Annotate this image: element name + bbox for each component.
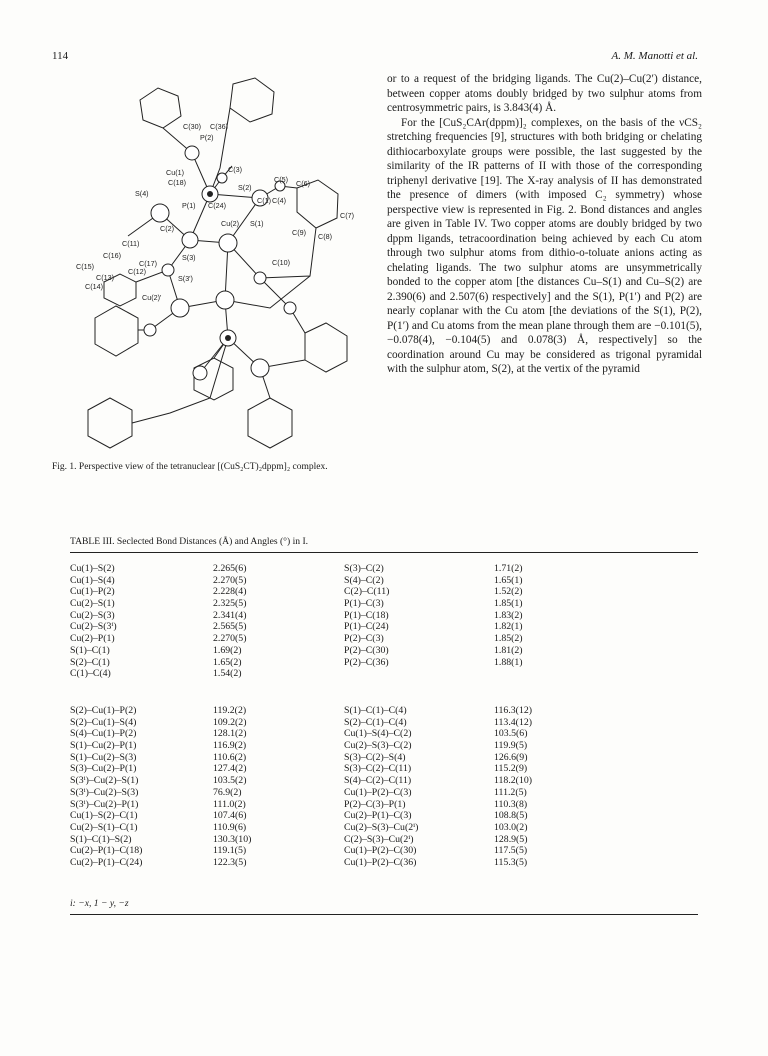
angle-label: S(3)–C(2)–S(4): [344, 751, 406, 763]
atom-label: C(18): [168, 178, 186, 187]
bond-label: Cu(1)–P(2): [70, 586, 115, 598]
angle-label: S(3ⁱ)–Cu(2)–P(1): [70, 798, 139, 810]
table-row: [70, 834, 698, 846]
bond-label: Cu(2)–S(3ⁱ): [70, 621, 117, 633]
bond-value: 1.81(2): [494, 644, 523, 656]
angle-label: S(3ⁱ)–Cu(2)–S(3): [70, 786, 139, 798]
atom-label: C(16): [103, 251, 121, 260]
table-row: [70, 728, 698, 740]
distances-table: [70, 563, 698, 680]
angle-value: 111.2(5): [494, 786, 527, 798]
angle-label: Cu(2)–P(1)–C(24): [70, 856, 143, 868]
table-row: [70, 575, 698, 587]
angle-value: 113.4(12): [494, 716, 533, 728]
table-row: [70, 799, 698, 811]
atom-label: C(1): [257, 196, 271, 205]
bond-value: 2.270(5): [213, 574, 247, 586]
angle-label: P(2)–C(3)–P(1): [344, 798, 406, 810]
angle-value: 119.9(5): [494, 740, 528, 752]
angle-label: S(1)–C(1)–C(4): [344, 705, 407, 716]
atom-label: C(13): [96, 273, 114, 282]
table-row: [70, 752, 698, 764]
bond-label: S(1)–C(1): [70, 644, 110, 656]
atom-label: C(15): [76, 262, 94, 271]
angle-value: 109.2(2): [213, 716, 247, 728]
paragraph: For the [CuS₂CAr(dppm)]₂ complexes, on the basis of the νCS₂ stretching frequencies [9], structures with both bridging or chelating dithiocarboxylate groups were possible, the last suggested by the similarity of the IR patterns of II with those of the corresponding triphenyl derivative [19]. The X-ray analysis of II has demonstrated the presence of dimers (with imposed C₂ symmetry) whose perspective view is represented in Fig. 2. Bond distances and angles are given in Table IV. Two copper atoms are doubly bridged by two dppm ligands, tetracoordination being achieved by each Cu atom through two sulphur atoms from dithio-o-toluate anions acting as chelating ligands. The two sulphur atoms are unsymmetrically bonded to the copper atom [the distances Cu–S(1) and Cu–S(2) are 2.390(6) and 2.507(6) respectively] and the S(1), P(1′) and P(2) are nearly coplanar with the Cu atom [the deviations of the S(1), P(2), P(1′) and Cu atoms from the mean plane through them are −0.101(5), −0.078(4), −0.104(5) and 0.078(3) Å, respectively] so the coordination around Cu may be considered as trigonal pyramidal with the sulphur atom, S(2), at the vertix of the pyramid: [387, 116, 702, 375]
atom-label: C(6): [296, 179, 310, 188]
atom-label: C(3): [228, 165, 242, 174]
angle-value: 126.6(9): [494, 751, 528, 763]
atom-label: C(7): [340, 211, 354, 220]
angle-label: Cu(1)–S(4)–C(2): [344, 728, 412, 740]
bond-value: 2.270(5): [213, 633, 247, 645]
atom-label: C(36): [210, 122, 228, 131]
angle-value: 122.3(5): [213, 856, 247, 868]
angle-value: 103.0(2): [494, 821, 528, 833]
atom-label: C(11): [122, 239, 140, 248]
angle-label: S(4)–Cu(1)–P(2): [70, 728, 137, 740]
angle-value: 103.5(6): [494, 728, 528, 740]
table-row: [70, 822, 698, 834]
angle-value: 116.9(2): [213, 740, 247, 752]
table-row: [70, 845, 698, 857]
angle-label: S(1)–C(1)–S(2): [70, 833, 132, 845]
atom-label: P(1): [182, 201, 196, 210]
bond-label: Cu(1)–S(2): [70, 563, 115, 574]
molecule-drawing: [50, 68, 380, 463]
bond-value: 1.82(1): [494, 621, 523, 633]
atom-label: C(8): [318, 232, 332, 241]
angle-label: S(3)–C(2)–C(11): [344, 763, 412, 775]
bond-label: Cu(1)–S(4): [70, 574, 115, 586]
bond-label: C(2)–C(11): [344, 586, 390, 598]
angle-value: 110.9(6): [213, 821, 247, 833]
bond-label: P(2)–C(30): [344, 644, 389, 656]
paragraph: or to a request of the bridging ligands. The Cu(2)–Cu(2′) distance, between copper atoms doubly bridged by two sulphur atoms from centrosymmetric pairs, is 3.843(4) Å.: [387, 73, 702, 114]
atom-label: S(3'): [178, 274, 193, 283]
bond-value: 1.65(1): [494, 574, 523, 586]
table-row: [70, 621, 698, 633]
bond-label: Cu(2)–S(3): [70, 609, 115, 621]
atom-label: S(3): [182, 253, 196, 262]
angle-label: Cu(2)–P(1)–C(18): [70, 845, 143, 857]
table-row: [70, 633, 698, 645]
bond-value: 1.85(2): [494, 633, 523, 645]
angle-value: 103.5(2): [213, 775, 247, 787]
bond-value: 2.325(5): [213, 598, 247, 610]
angle-label: S(3ⁱ)–Cu(2)–S(1): [70, 775, 139, 787]
bond-label: P(2)–C(3): [344, 633, 384, 645]
bond-label: P(2)–C(36): [344, 656, 389, 668]
atom-label: Cu(2)': [142, 293, 162, 302]
angle-value: 110.3(8): [494, 798, 528, 810]
table-row: [70, 717, 698, 729]
bond-label: S(3)–C(2): [344, 563, 384, 574]
bond-value: 1.54(2): [213, 668, 242, 680]
angle-value: 118.2(10): [494, 775, 533, 787]
bond-label: Cu(2)–P(1): [70, 633, 115, 645]
angle-label: S(2)–C(1)–C(4): [344, 716, 407, 728]
bond-label: P(1)–C(18): [344, 609, 389, 621]
angle-label: S(3)–Cu(2)–P(1): [70, 763, 137, 775]
angle-label: Cu(2)–P(1)–C(3): [344, 810, 412, 822]
table-row: [70, 857, 698, 869]
atom-label: C(14): [85, 282, 103, 291]
atom-label: C(5): [274, 175, 288, 184]
table-caption: TABLE III. Seclected Bond Distances (Å) and Angles (°) in I.: [70, 536, 309, 547]
angle-label: S(1)–Cu(2)–P(1): [70, 740, 137, 752]
angle-value: 128.1(2): [213, 728, 247, 740]
atom-label: C(24): [208, 201, 226, 210]
angle-label: Cu(1)–S(2)–C(1): [70, 810, 138, 822]
angle-label: C(2)–S(3)–Cu(2ⁱ): [344, 833, 414, 845]
table-top-rule: [70, 552, 698, 553]
table-row: [70, 740, 698, 752]
angle-label: S(2)–Cu(1)–P(2): [70, 705, 137, 716]
angle-value: 127.4(2): [213, 763, 247, 775]
atom-label: Cu(1): [166, 168, 184, 177]
angle-value: 108.8(5): [494, 810, 528, 822]
molecule-figure: [50, 68, 380, 463]
running-head: A. M. Manotti et al.: [611, 50, 698, 62]
atom-label: S(2): [238, 183, 252, 192]
angle-value: 128.9(5): [494, 833, 528, 845]
atom-label: C(17): [139, 259, 157, 268]
angles-table: [70, 705, 698, 869]
bond-value: 1.52(2): [494, 586, 523, 598]
angle-label: S(4)–C(2)–C(11): [344, 775, 412, 787]
page-number: 114: [52, 50, 69, 62]
bond-value: 1.88(1): [494, 656, 523, 668]
angle-value: 116.3(12): [494, 705, 533, 716]
atom-label: S(1): [250, 219, 264, 228]
atom-label: P(2): [200, 133, 214, 142]
angle-value: 110.6(2): [213, 751, 247, 763]
bond-value: 2.341(4): [213, 609, 247, 621]
table-row: [70, 563, 698, 575]
angle-value: 119.2(2): [213, 705, 247, 716]
table-row: [70, 598, 698, 610]
angle-value: 115.3(5): [494, 856, 528, 868]
angle-value: 115.2(9): [494, 763, 528, 775]
bond-label: S(4)–C(2): [344, 574, 384, 586]
angle-label: Cu(2)–S(3)–C(2): [344, 740, 412, 752]
atom-label: C(10): [272, 258, 290, 267]
angle-value: 76.9(2): [213, 786, 242, 798]
atom-label: Cu(2): [221, 219, 239, 228]
angle-value: 107.4(6): [213, 810, 247, 822]
atom-label: C(9): [292, 228, 306, 237]
body-text: [387, 72, 702, 377]
table-footnote: i: −x, 1 − y, −z: [70, 898, 129, 909]
angle-value: 111.0(2): [213, 798, 246, 810]
bond-value: 2.228(4): [213, 586, 247, 598]
angle-label: S(1)–Cu(2)–S(3): [70, 751, 137, 763]
bond-label: Cu(2)–S(1): [70, 598, 115, 610]
bond-value: 1.65(2): [213, 656, 242, 668]
bond-value: 1.71(2): [494, 563, 523, 574]
figure-caption: Fig. 1. Perspective view of the tetranuclear [(CuS₂CT)₂dppm]₂ complex.: [52, 462, 328, 472]
angle-label: Cu(1)–P(2)–C(30): [344, 845, 417, 857]
angle-label: Cu(2)–S(3)–Cu(2ⁱ): [344, 821, 419, 833]
bond-label: P(1)–C(24): [344, 621, 389, 633]
table-bottom-rule: [70, 914, 698, 915]
angle-label: Cu(1)–P(2)–C(3): [344, 786, 412, 798]
bond-label: S(2)–C(1): [70, 656, 110, 668]
atom-label: C(4): [272, 196, 286, 205]
table-row: [70, 705, 698, 717]
angle-value: 119.1(5): [213, 845, 247, 857]
table-row: [70, 645, 698, 657]
bond-value: 2.565(5): [213, 621, 247, 633]
angle-value: 130.3(10): [213, 833, 252, 845]
table-row: [70, 657, 698, 669]
bond-label: P(1)–C(3): [344, 598, 384, 610]
table-row: [70, 810, 698, 822]
table-row: [70, 586, 698, 598]
table-row: [70, 787, 698, 799]
atom-label: C(2): [160, 224, 174, 233]
bond-label: C(1)–C(4): [70, 668, 111, 680]
atom-label: C(30): [183, 122, 201, 131]
bond-value: 1.83(2): [494, 609, 523, 621]
angle-label: S(2)–Cu(1)–S(4): [70, 716, 137, 728]
bond-value: 1.69(2): [213, 644, 242, 656]
bond-value: 2.265(6): [213, 563, 247, 574]
bond-value: 1.85(1): [494, 598, 523, 610]
atom-label: C(12): [128, 267, 146, 276]
angle-label: Cu(2)–S(1)–C(1): [70, 821, 138, 833]
table-row: [70, 668, 698, 680]
table-row: [70, 610, 698, 622]
atom-label: S(4): [135, 189, 149, 198]
table-row: [70, 775, 698, 787]
angle-label: Cu(1)–P(2)–C(36): [344, 856, 417, 868]
angle-value: 117.5(5): [494, 845, 528, 857]
table-row: [70, 763, 698, 775]
